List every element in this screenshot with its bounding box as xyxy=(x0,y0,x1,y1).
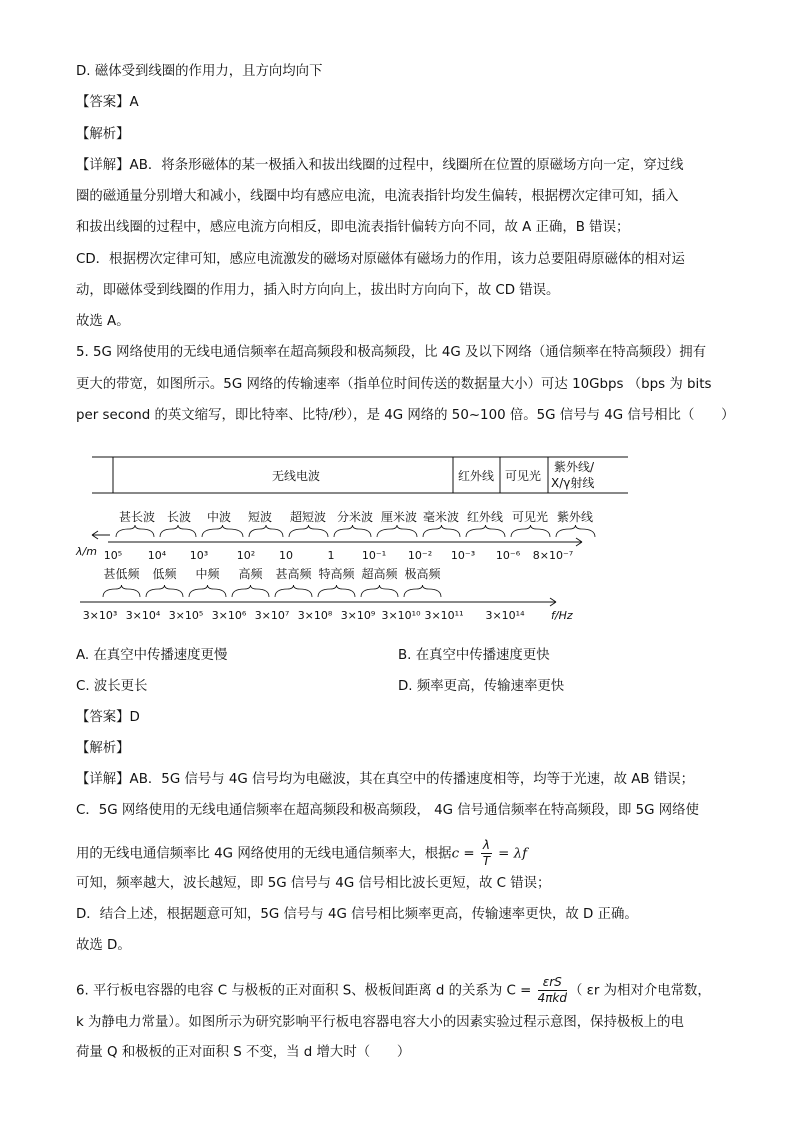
freq-tick: 3×10⁸ xyxy=(297,609,333,622)
analysis-label: 【解析】 xyxy=(76,127,130,142)
question-6-stem: 荷量 Q 和极板的正对面积 S 不变，当 d 增大时（ ） xyxy=(76,1045,411,1060)
freq-brace xyxy=(103,585,140,597)
freq-tick: 3×10³ xyxy=(82,609,118,622)
freq-name: 甚低频 xyxy=(103,567,140,581)
wave-brace xyxy=(377,525,417,537)
wave-brace xyxy=(249,525,283,537)
wave-brace xyxy=(466,525,505,537)
freq-tick: 3×10⁶ xyxy=(211,609,247,622)
wave-name: 厘米波 xyxy=(380,510,418,524)
freq-name: 极高频 xyxy=(404,567,441,581)
formula-eq: = xyxy=(459,846,479,862)
freq-brace xyxy=(232,585,269,597)
wave-name: 可见光 xyxy=(511,510,549,524)
question-5-stem: per second 的英文缩写，即比特率、比特/秒），是 4G 网络的 50~100 倍。5G 信号与 4G 信号相比（ ） xyxy=(76,408,735,423)
wave-name: 甚长波 xyxy=(118,510,156,524)
wave-names xyxy=(119,509,593,524)
choice-line: 故选 A。 xyxy=(76,314,130,329)
explanation-line-formula xyxy=(76,838,527,869)
lambda-tick: 10³ xyxy=(189,549,209,562)
lambda-tick: 10⁻² xyxy=(407,549,433,562)
question-6-stem: k 为静电力常量）。如图所示为研究影响平行板电容器电容大小的因素实验过程示意图，保持极板上的电 xyxy=(76,1015,684,1030)
wave-brace xyxy=(423,525,460,537)
explanation-line: 可知，频率越大，波长越短，即 5G 信号与 4G 信号相比波长更短，故 C 错误； xyxy=(76,876,551,891)
question-5-stem: 更大的带宽，如图所示。5G 网络的传输速率（指单位时间传送的数据量大小）可达 10Gbps （bps 为 bits xyxy=(76,377,712,392)
question-6-stem xyxy=(76,975,711,1006)
lambda-tick: 10⁻⁶ xyxy=(495,549,521,562)
explanation-line: 动，即磁体受到线圈的作用力，插入时方向向上，拔出时方向向下，故 CD 错误。 xyxy=(76,283,560,298)
left-arrow xyxy=(92,531,110,539)
question-5-stem: 5. 5G 网络使用的无线电通信频率在超高频段和极高频段，比 4G 及以下网络（通信频率在特高频段）拥有 xyxy=(76,345,706,360)
answer-label: 【答案】D xyxy=(76,710,140,725)
lambda-tick: 10⁻¹ xyxy=(361,549,387,562)
wave-brace xyxy=(202,525,243,537)
wave-name: 中波 xyxy=(206,510,232,524)
freq-name: 低频 xyxy=(152,567,177,581)
freq-names xyxy=(103,566,441,581)
explanation-line: CD．根据楞次定律可知，感应电流激发的磁场对原磁体有磁场力的作用，该力总要阻碍原磁体的相对运 xyxy=(76,252,685,267)
wave-brace xyxy=(116,525,154,537)
wave-brace xyxy=(511,525,550,537)
explanation-line: 和拔出线圈的过程中，感应电流方向相反，即电流表指针偏转方向不同，故 A 正确，B 错误； xyxy=(76,220,630,235)
lambda-tick: 10 xyxy=(279,549,293,562)
wave-name: 分米波 xyxy=(336,510,374,524)
freq-name: 甚高频 xyxy=(275,567,312,581)
header-radio: 无线电波 xyxy=(272,469,321,483)
freq-tick: 3×10¹⁴ xyxy=(485,609,525,622)
explanation-line: 圈的磁通量分别增大和减小，线圈中均有感应电流，电流表指针均发生偏转，根据楞次定律可知，插入 xyxy=(76,189,679,204)
freq-tick: 3×10¹¹ xyxy=(424,609,464,622)
em-spectrum-figure xyxy=(0,445,794,645)
formula-lead: 用的无线电通信频率比 4G 网络使用的无线电通信频率大，根据 xyxy=(76,846,452,862)
lambda-tick: 10⁻³ xyxy=(450,549,476,562)
choice-line: 故选 D。 xyxy=(76,938,131,953)
wave-brace xyxy=(160,525,196,537)
option-d-prev: D. 磁体受到线圈的作用力，且方向均向下 xyxy=(76,64,323,79)
explanation-line: D．结合上述，根据题意可知，5G 信号与 4G 信号相比频率更高，传输速率更快，故 D 正确。 xyxy=(76,907,638,922)
analysis-label: 【解析】 xyxy=(76,741,130,756)
explanation-line: C．5G 网络使用的无线电通信频率在超高频段和极高频段， 4G 信号通信频率在特高频段，即 5G 网络使 xyxy=(76,803,699,818)
freq-brace xyxy=(146,585,183,597)
freq-name: 中频 xyxy=(195,567,220,581)
capacitance-denominator: 4πkd xyxy=(537,991,567,1005)
option-a[interactable]: A. 在真空中传播速度更慢 xyxy=(76,648,228,663)
lambda-axis-label: λ/m xyxy=(76,545,97,558)
freq-tick: 3×10⁵ xyxy=(168,609,204,622)
wave-name: 长波 xyxy=(166,510,192,524)
freq-brace xyxy=(318,585,355,597)
capacitance-fraction xyxy=(538,975,567,1006)
lambda-tick: 10⁴ xyxy=(147,549,167,562)
freq-tick: 3×10⁷ xyxy=(254,609,290,622)
answer-label: 【答案】A xyxy=(76,95,139,110)
lambda-tick: 8×10⁻⁷ xyxy=(532,549,574,562)
wave-name: 红外线 xyxy=(466,510,504,524)
formula-c: c xyxy=(451,846,460,862)
header-visible: 可见光 xyxy=(505,469,542,483)
wave-name: 短波 xyxy=(247,510,273,524)
freq-brace xyxy=(361,585,398,597)
freq-tick: 3×10⁴ xyxy=(125,609,161,622)
option-d[interactable]: D. 频率更高，传输速率更快 xyxy=(398,679,565,694)
freq-brace xyxy=(275,585,312,597)
wave-brace xyxy=(556,525,595,537)
explanation-line: 【详解】AB．5G 信号与 4G 信号均为电磁波，其在真空中的传播速度相等，均等于光速，故 AB 错误； xyxy=(76,772,694,787)
lambda-tick: 1 xyxy=(327,549,335,562)
wave-brace xyxy=(334,525,371,537)
option-c[interactable]: C. 波长更长 xyxy=(76,679,148,694)
q6-lead: 6. 平行板电容器的电容 C 与极板的正对面积 S、极板间距离 d 的关系为 C = xyxy=(76,983,536,999)
capacitance-numerator: εrS xyxy=(538,975,567,991)
freq-tick-labels xyxy=(83,609,525,622)
freq-brace xyxy=(404,585,441,597)
wave-name: 紫外线 xyxy=(556,510,594,524)
header-uv: 紫外线/ xyxy=(554,460,595,474)
lambda-tick: 10² xyxy=(236,549,256,562)
header-xray: X/γ射线 xyxy=(551,476,595,490)
wave-name: 毫米波 xyxy=(422,510,460,524)
formula-numerator: λ xyxy=(482,838,490,852)
freq-tick: 3×10¹⁰ xyxy=(381,609,421,622)
lambda-tick: 10⁵ xyxy=(103,549,123,562)
formula-denominator: T xyxy=(482,854,491,868)
freq-name: 高频 xyxy=(238,567,263,581)
explanation-line: 【详解】AB．将条形磁体的某一极插入和拔出线圈的过程中，线圈所在位置的原磁场方向一定，穿过线 xyxy=(76,158,684,173)
freq-name: 特高频 xyxy=(318,567,355,581)
formula-fraction xyxy=(481,838,492,869)
q6-tail: （ εr 为相对介电常数， xyxy=(569,983,711,999)
lambda-tick-labels xyxy=(104,549,573,562)
option-b[interactable]: B. 在真空中传播速度更快 xyxy=(398,648,550,663)
freq-brace xyxy=(189,585,226,597)
formula-tail: = λf xyxy=(493,846,528,862)
wave-name: 超短波 xyxy=(289,510,327,524)
header-ir: 红外线 xyxy=(458,469,495,483)
wave-brace xyxy=(289,525,328,537)
freq-name: 超高频 xyxy=(361,567,398,581)
freq-tick: 3×10⁹ xyxy=(340,609,376,622)
freq-axis-label: f/Hz xyxy=(551,609,573,622)
